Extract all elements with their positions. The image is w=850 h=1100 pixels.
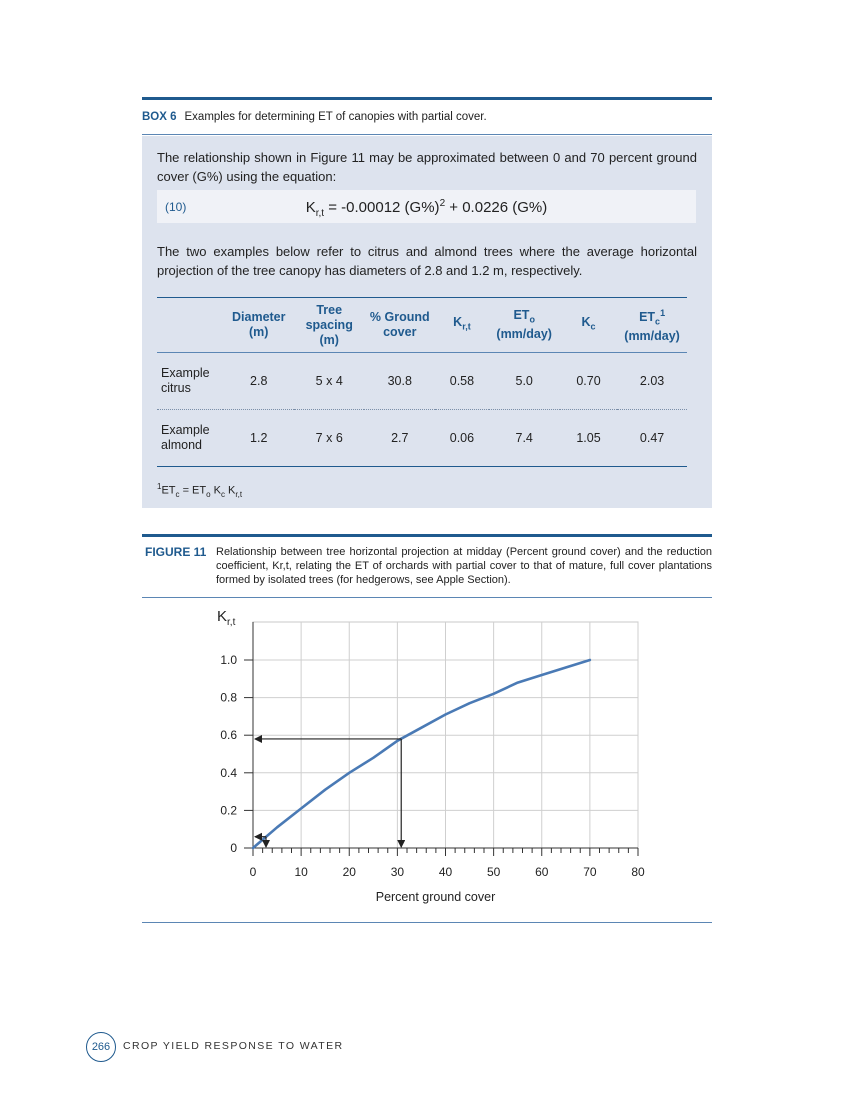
row-label: Example almond (157, 410, 223, 467)
box-title-text: Examples for determining ET of canopies with partial cover. (184, 111, 487, 123)
x-tick-label: 60 (535, 865, 549, 879)
cell-diameter: 2.8 (223, 353, 294, 410)
cell-ground-cover: 2.7 (364, 410, 435, 467)
figure-caption-text: Relationship between tree horizontal projection at midday (Percent ground cover) and the reduction coefficient, Kr,t, relating the ET of orchards with partial cover to that of mature, full cover plantations formed by isolated trees (for hedgerows, see Apple Section). (216, 546, 712, 586)
cell-eto: 5.0 (489, 353, 560, 410)
cell-krt: 0.58 (435, 353, 488, 410)
running-head: CROP YIELD RESPONSE TO WATER (123, 1040, 344, 1052)
x-tick-label: 50 (486, 865, 501, 879)
box-paragraph-2: The two examples below refer to citrus and almond trees where the average horizontal projection of the tree canopy has diameters of 2.8 and 1.2 m, respectively. (157, 244, 697, 278)
page-number: 266 (86, 1032, 116, 1062)
y-tick-label: 0 (230, 841, 237, 855)
y-tick-label: 0.4 (220, 765, 237, 780)
table-footnote: $^1ET_c = ET_o$ $K_c$ $K_{r,t}$ (157, 482, 243, 499)
x-tick-label: 40 (438, 865, 453, 879)
cell-spacing: 7 x 6 (294, 410, 364, 467)
table-header-krt: $K_{r,t}$ (435, 298, 488, 353)
box-label: BOX 6 (142, 111, 177, 123)
x-tick-label: 80 (631, 865, 645, 879)
x-tick-label: 30 (390, 865, 405, 879)
table-header-ground-cover: % Ground cover (364, 298, 435, 353)
cell-eto: 7.4 (489, 410, 560, 467)
cell-diameter: 1.2 (223, 410, 294, 467)
table-header-kc: $K_c$ (560, 298, 617, 353)
cell-ground-cover: 30.8 (364, 353, 435, 410)
x-tick-label: 70 (583, 865, 597, 879)
y-tick-label: 1.0 (220, 653, 237, 667)
y-axis-label: $K_{r,t}$ (217, 608, 236, 628)
cell-kc: 1.05 (560, 410, 617, 467)
row-label: Example citrus (157, 353, 223, 410)
equation-number: (10) (165, 200, 187, 214)
table-header-diameter: Diameter (m) (223, 298, 294, 353)
y-tick-label: 0.6 (220, 728, 237, 743)
x-tick-label: 10 (294, 865, 308, 879)
table-header-eto: $ET_o$ (mm/day) (489, 298, 560, 353)
cell-etc: 2.03 (617, 353, 687, 410)
x-axis-label: Percent ground cover (375, 890, 496, 904)
y-tick-label: 0.2 (220, 803, 237, 818)
x-tick-label: 0 (249, 865, 257, 879)
table-header-spacing: Tree spacing (m) (294, 298, 364, 353)
equation-text: $K_{r,t} = -0.00012$ $(G\%)^2 + 0.0226$ (G%) (305, 198, 548, 219)
table-header-etc: $ET_c^1$ (mm/day) (617, 298, 687, 353)
y-tick-label: 0.8 (220, 690, 237, 705)
cell-kc: 0.70 (560, 353, 617, 410)
x-tick-label: 20 (342, 865, 356, 879)
cell-spacing: 5 x 4 (294, 353, 364, 410)
cell-krt: 0.06 (435, 410, 488, 467)
box-intro: The relationship shown in Figure 11 may be approximated between 0 and 70 percent ground cover (G%) using the equation: (157, 150, 697, 184)
figure-bottom-rule (142, 922, 712, 923)
figure-label: FIGURE 11 (145, 545, 207, 559)
series-line (253, 660, 590, 848)
cell-etc: 0.47 (617, 410, 687, 467)
